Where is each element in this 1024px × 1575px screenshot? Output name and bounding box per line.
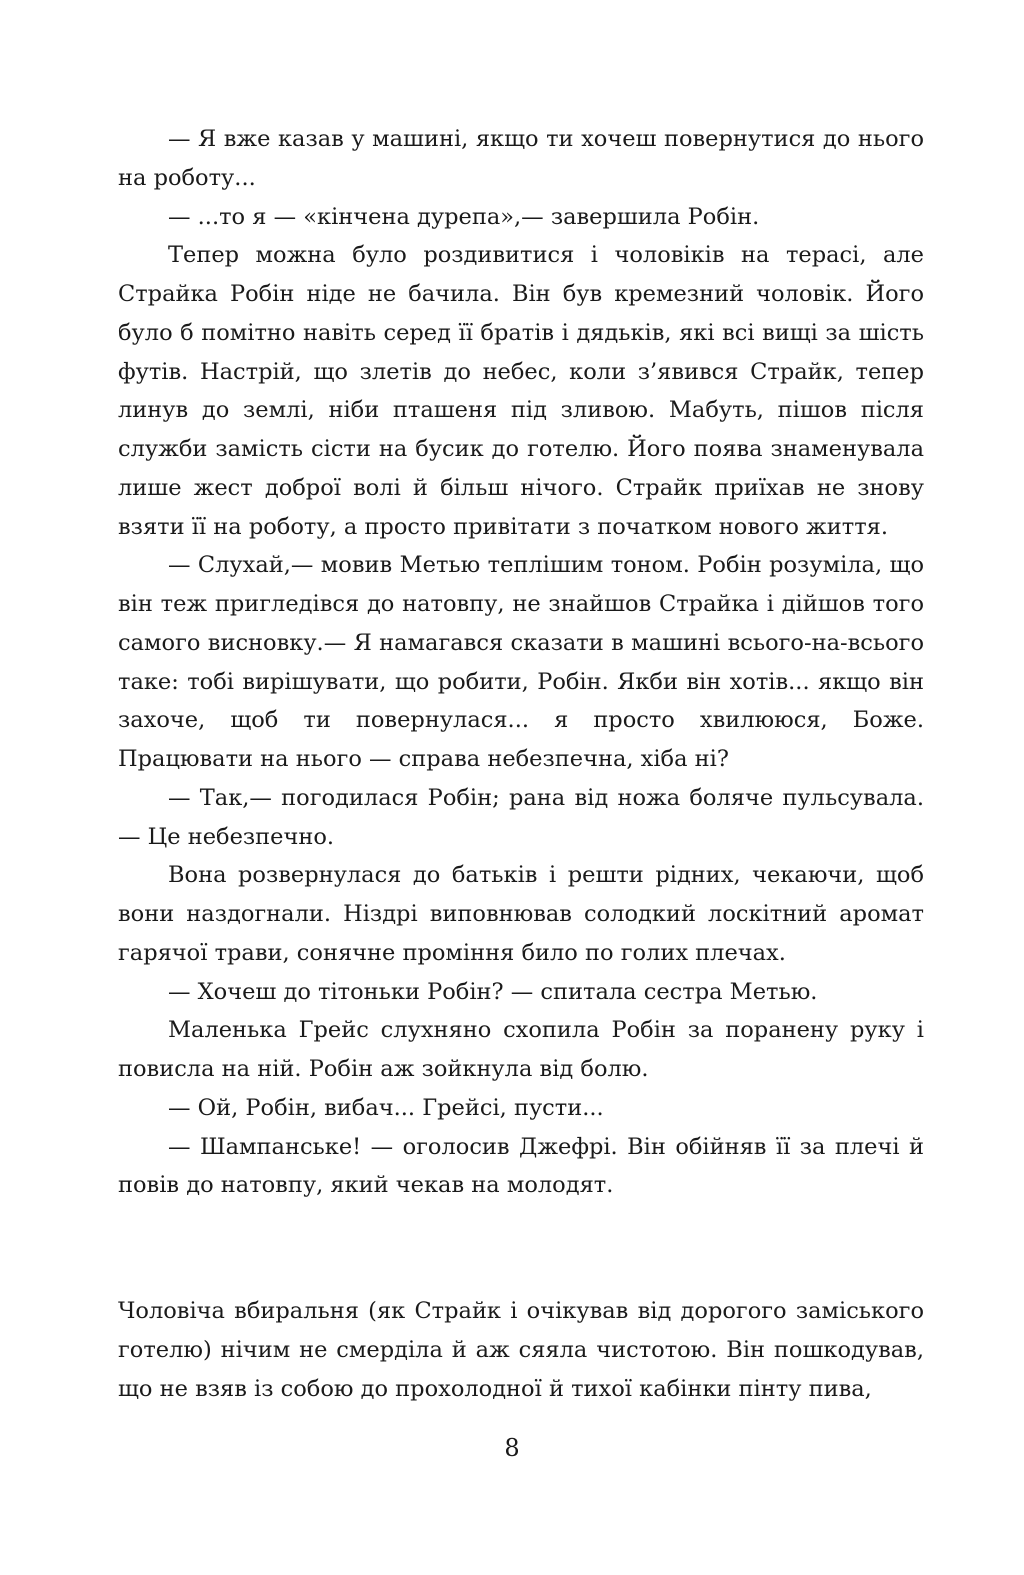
paragraph: Чоловіча вбиральня (як Страйк і очікував від дорогого заміського готелю) нічим не смерділа й аж сяяла чистотою. Він пошкодував, що не взяв із собою до прохолодної й тихої кабінки пінту пива, [118,1298,924,1402]
page-number: 8 [504,1434,520,1462]
paragraph: Маленька Грейс слухняно схопила Робін за поранену руку і повисла на ній. Робін аж зойкнула від болю. [118,1017,924,1082]
paragraph: — Так,— погодилася Робін; рана від ножа боляче пульсувала.— Це небезпечно. [118,784,924,850]
paragraph: — Я вже казав у машині, якщо ти хочеш повернутися до нього на роботу... [118,126,924,191]
paragraph: — Слухай,— мовив Метью теплішим тоном. Робін розуміла, що він теж пригледівся до натовпу, не знайшов Страйка і дійшов того самого висновку.— Я намагався сказати в машині всього-на-всього таке: тобі вирішувати, що робити, Робін. Якби він хотів... якщо він захоче, щоб ти повернулася... я просто хвилююся, Боже. Працювати на нього — справа небезпечна, хіба ні? [118,552,924,772]
text-section-2 [118,1292,924,1408]
paragraph: Вона розвернулася до батьків і решти рідних, чекаючи, щоб вони наздогнали. Ніздрі виповнював солодкий лоскітний аромат гарячої трави, сонячне проміння било по голих плечах. [118,862,924,966]
paragraph: — Шампанське! — оголосив Джефрі. Він обійняв її за плечі й повів до натовпу, який чекав на молодят. [118,1133,924,1199]
text-section-1 [118,120,924,1205]
paragraph: — Ой, Робін, вибач... Грейсі, пусти... [168,1094,604,1121]
paragraph: Тепер можна було роздивитися і чоловіків на терасі, але Страйка Робін ніде не бачила. Він був кремезний чоловік. Його було б помітно навіть серед її братів і дядьків, які всі вищі за шість футів. Настрій, що злетів до небес, коли з’явився Страйк, тепер линув до землі, ніби пташеня під зливою. Мабуть, пішов після служби замість сісти на бусик до готелю. Його поява знаменувала лише жест доброї волі й більш нічого. Страйк приїхав не знову взяти її на роботу, а просто привітати з початком нового життя. [118,242,924,540]
paragraph: — Хочеш до тітоньки Робін? — спитала сестра Метью. [168,978,818,1005]
paragraph: — ...то я — «кінчена дурепа»,— завершила Робін. [168,203,760,230]
